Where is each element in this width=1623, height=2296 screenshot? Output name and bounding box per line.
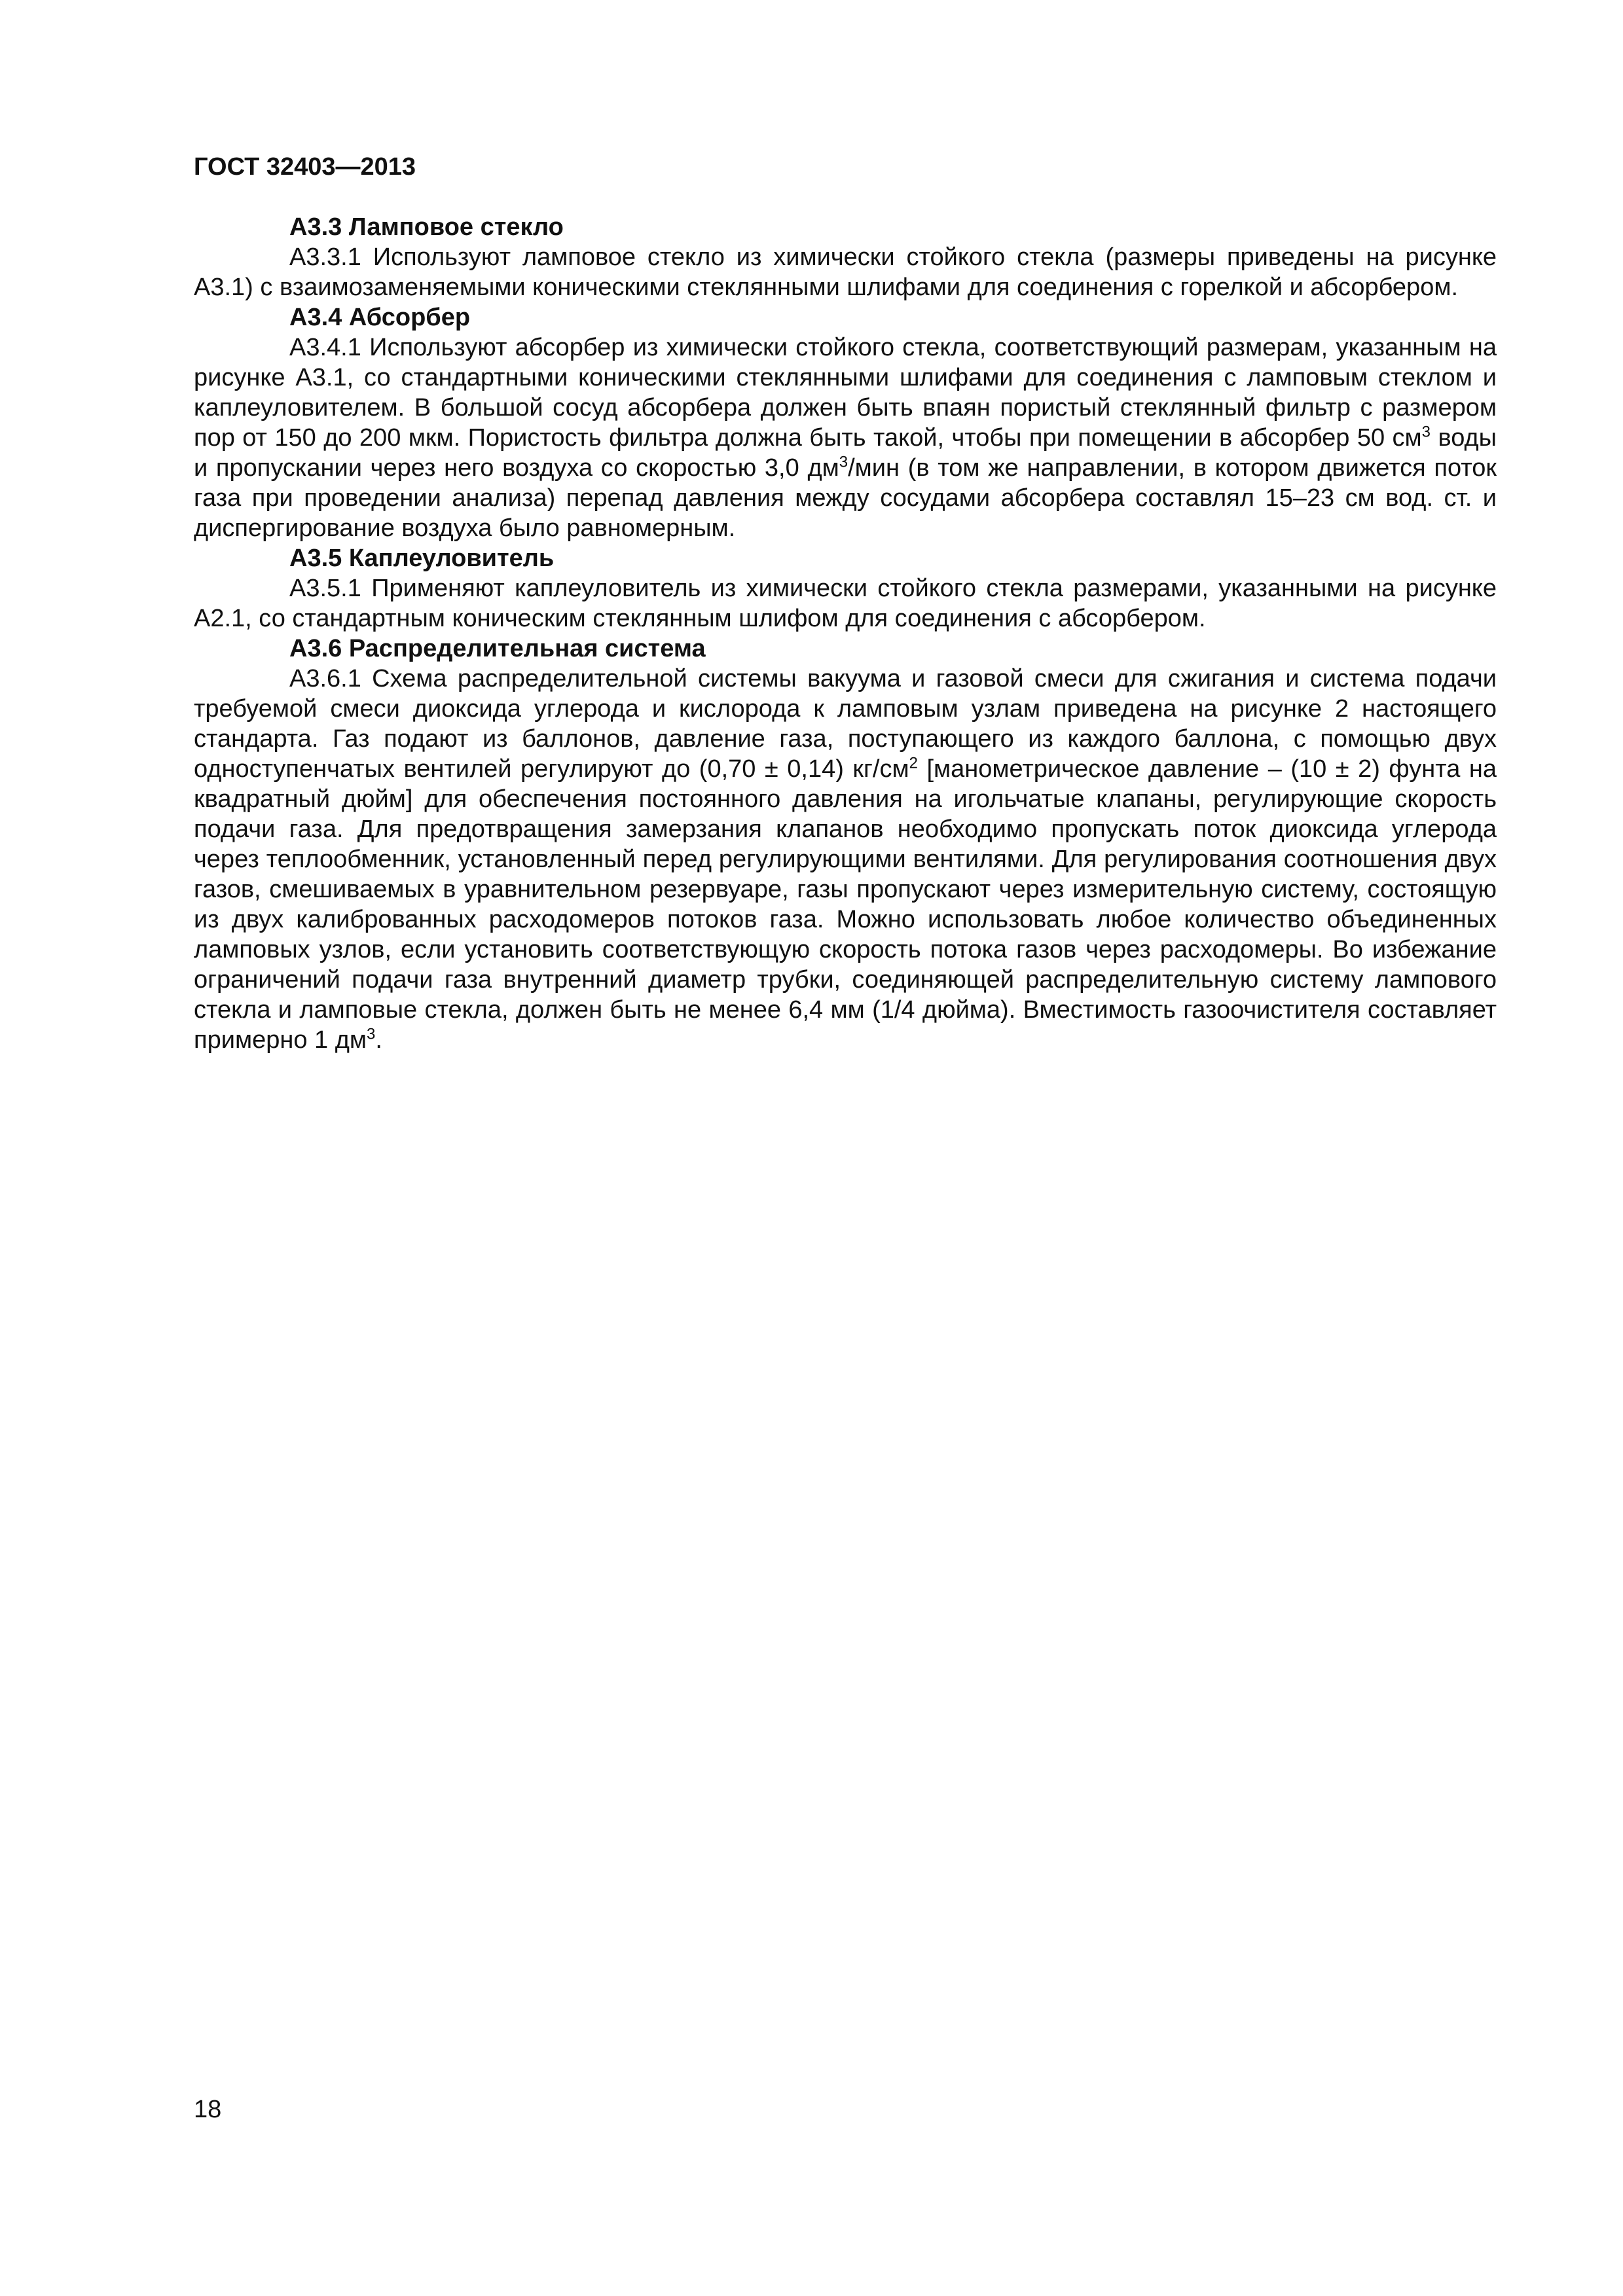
- section-heading-a3-4: А3.4 Абсорбер: [289, 304, 471, 331]
- section-heading-a3-6: А3.6 Распределительная система: [289, 635, 706, 662]
- paragraph-text: А3.3.1 Используют ламповое стекло из химически стойкого стекла (размеры приведены на рисунке А3.1) с взаимозаменяемыми коническими стеклянными шлифами для соединения с горелкой и абсорбером.: [194, 243, 1497, 301]
- paragraph-a3-5-1: [194, 573, 1497, 634]
- superscript: 3: [839, 453, 848, 471]
- paragraph-a3-6-1: [194, 664, 1497, 1055]
- page-number: 18: [194, 2096, 222, 2123]
- document-code: ГОСТ 32403—2013: [194, 153, 416, 181]
- paragraph-text: [манометрическое давление – (10 ± 2) фунта на квадратный дюйм] для обеспечения постоянного давления на игольчатые клапаны, регулирующие скорость подачи газа. Для предотвращения замерзания клапанов необходимо пропускать поток диоксида углерода через теплообменник, установленный перед регулирующими вентилями. Для регулирования соотношения двух газов, смешиваемых в уравнительном резервуаре, газы пропускают через измерительную систему, состоящую из двух калиброванных расходомеров потоков газа. Можно использовать любое количество объединенных ламповых узлов, если установить соответствующую скорость потока газов через расходомеры. Во избежание ограничений подачи газа внутренний диаметр трубки, соединяющей распределительную систему лампового стекла и ламповые стекла, должен быть не менее 6,4 мм (1/4 дюйма). Вместимость газоочистителя составляет примерно 1 дм: [194, 755, 1497, 1054]
- superscript: 3: [1421, 423, 1431, 441]
- paragraph-text: А3.4.1 Используют абсорбер из химически стойкого стекла, соответствующий размерам, указанным на рисунке А3.1, со стандартными коническими стеклянными шлифами для соединения с ламповым стеклом и каплеуловителем. В большой сосуд абсорбера должен быть впаян пористый стеклянный фильтр с размером пор от 150 до 200 мкм. Пористость фильтра должна быть такой, чтобы при помещении в абсорбер 50 см: [194, 334, 1497, 452]
- superscript: 3: [367, 1025, 376, 1043]
- paragraph-a3-3-1: [194, 242, 1497, 302]
- paragraph-text: .: [375, 1026, 382, 1054]
- paragraph-text: А3.5.1 Применяют каплеуловитель из химически стойкого стекла размерами, указанными на рисунке А2.1, со стандартным коническим стеклянным шлифом для соединения с абсорбером.: [194, 575, 1497, 632]
- paragraph-text: А3.6.1 Схема распределительной системы вакуума и газовой смеси для сжигания и система подачи требуемой смеси диоксида углерода и кислорода к ламповым узлам приведена на рисунке 2 настоящего стандарта. Газ подают из баллонов, давление газа, поступающего из каждого баллона, с помощью двух одноступенчатых вентилей регулируют до (0,70 ± 0,14) кг/см: [194, 665, 1497, 783]
- paragraph-text: /мин (в том же направлении, в котором движется поток газа при проведении анализа) перепад давления между сосудами абсорбера составлял 15–23 см вод. ст. и диспергирование воздуха было равномерным.: [194, 454, 1497, 542]
- document-body: [194, 212, 1497, 1055]
- paragraph-text: воды и пропускании через него воздуха со скоростью 3,0 дм: [194, 424, 1497, 482]
- paragraph-a3-4-1: [194, 332, 1497, 543]
- section-heading-a3-3: А3.3 Ламповое стекло: [289, 213, 564, 241]
- section-heading-a3-5: А3.5 Каплеуловитель: [289, 545, 555, 572]
- superscript: 2: [909, 754, 918, 772]
